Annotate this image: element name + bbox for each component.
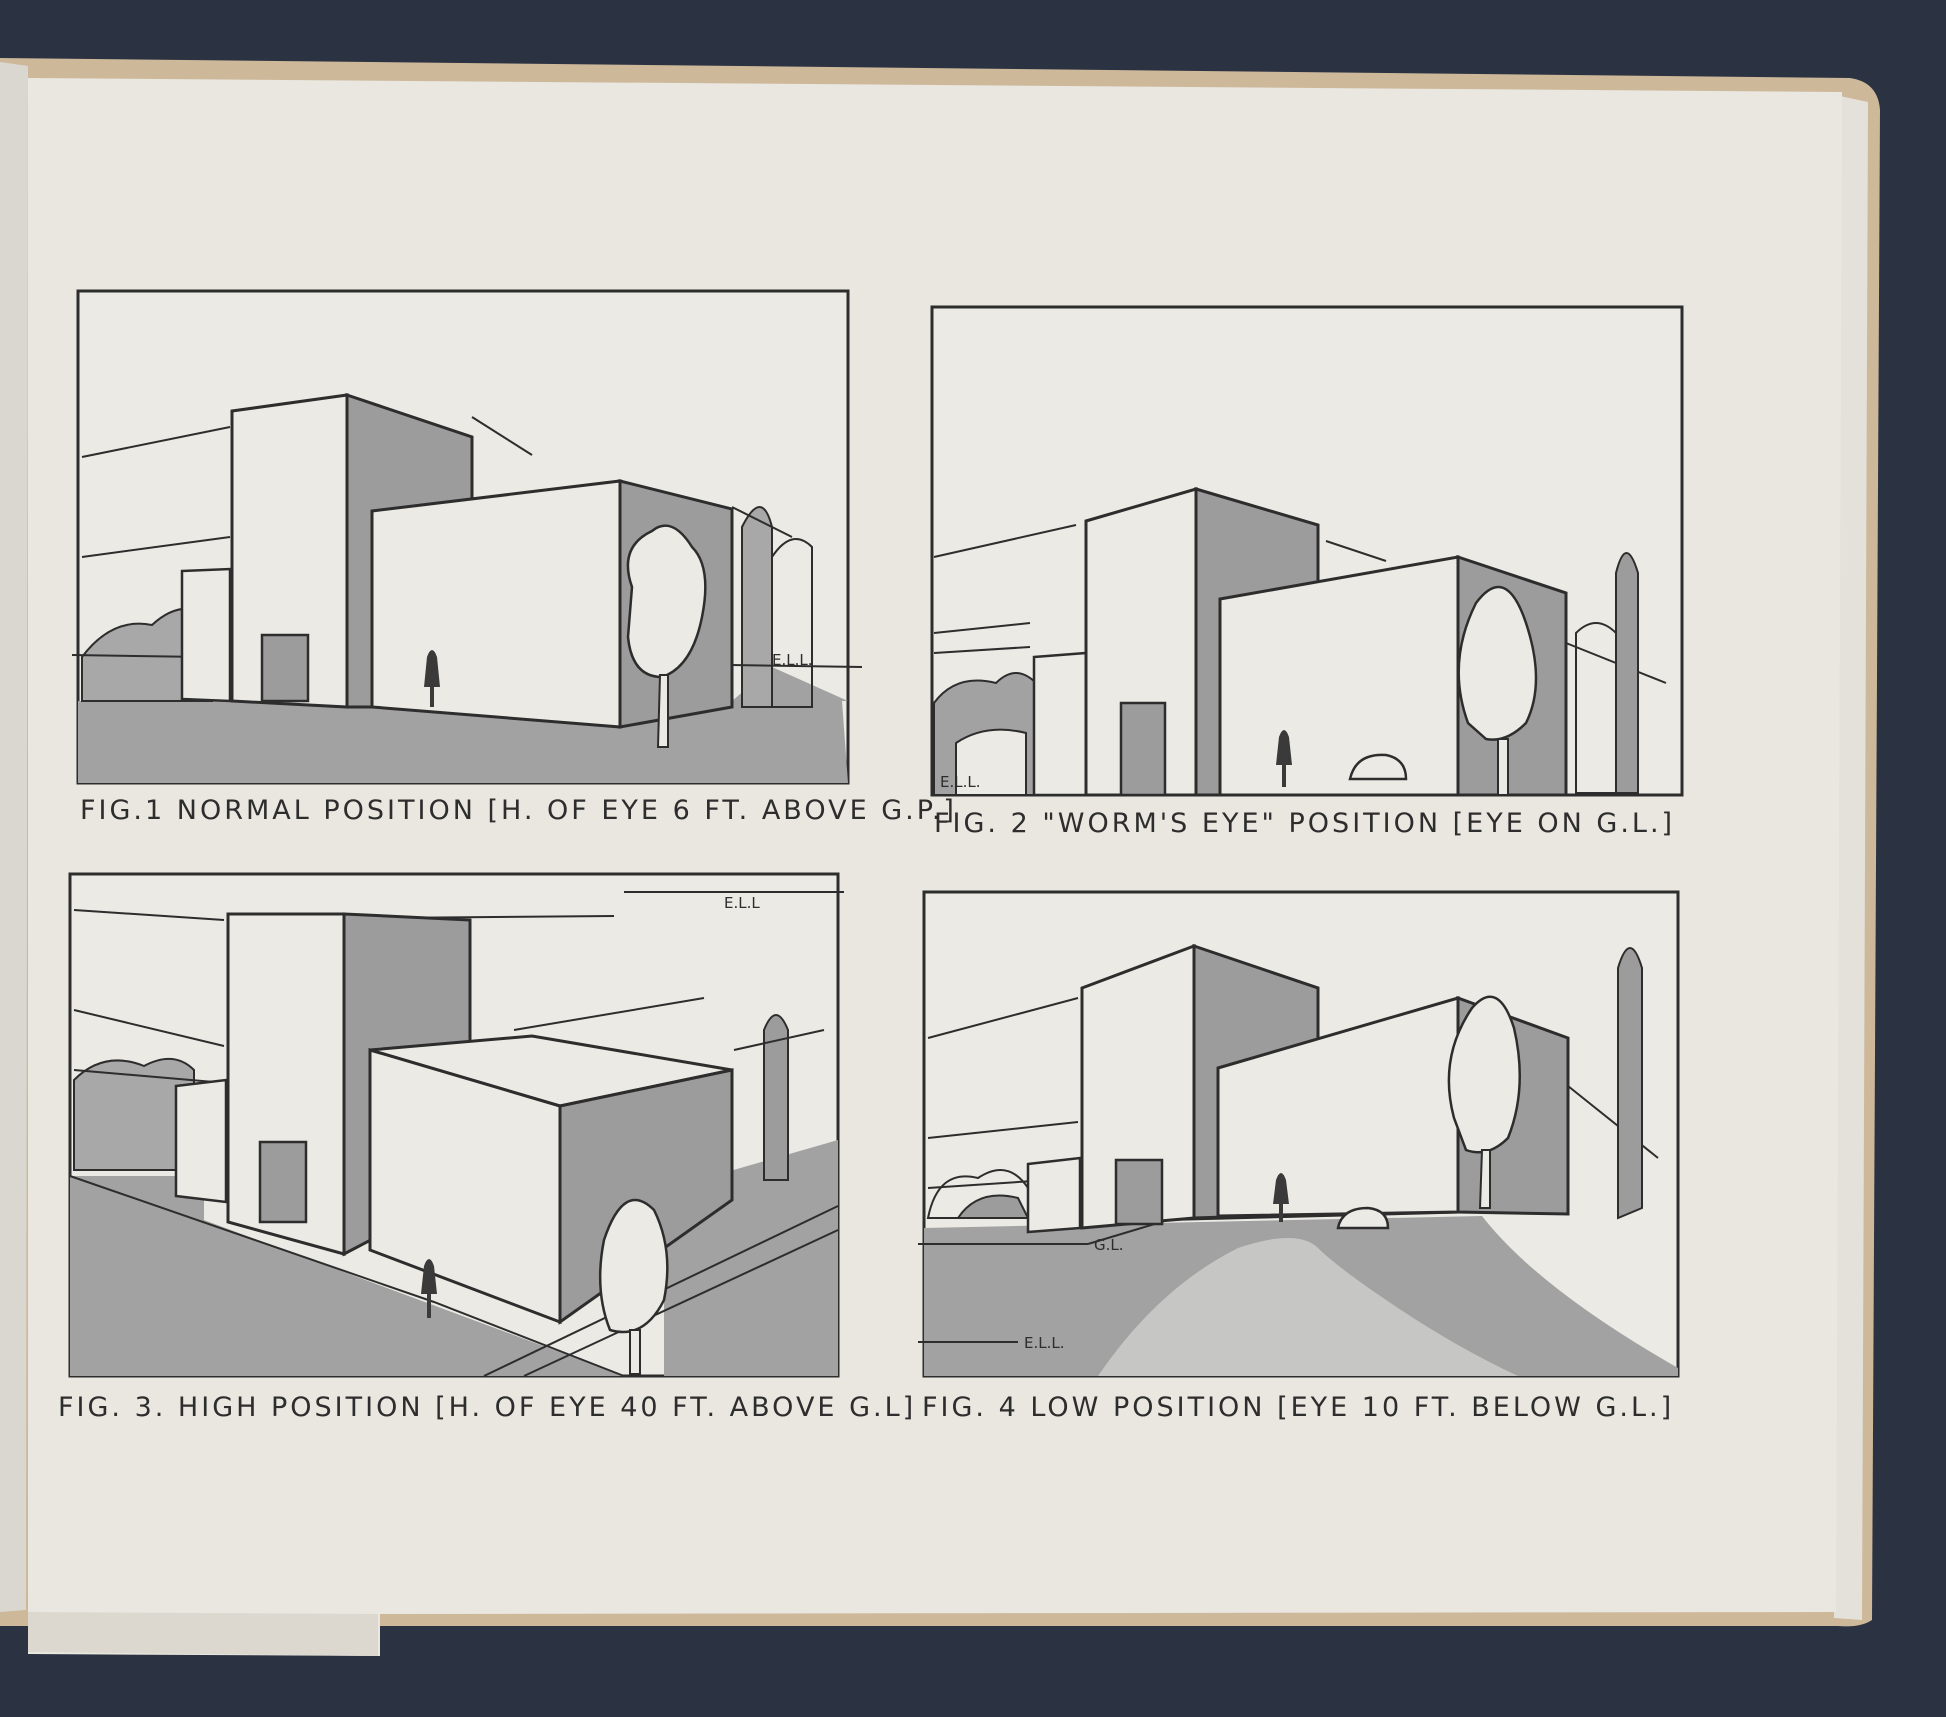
figure-4-drawing: [918, 888, 1684, 1380]
figure-4: [918, 888, 1684, 1380]
figure-3-drawing: [64, 870, 844, 1380]
left-page: [0, 62, 28, 1612]
figure-3-caption: FIG. 3. HIGH POSITION [H. OF EYE 40 FT. ABOVE G.L]: [58, 1392, 917, 1423]
figure-4-caption: FIG. 4 LOW POSITION [EYE 10 FT. BELOW G.L.]: [922, 1392, 1675, 1423]
figure-3-ell-label: E.L.L: [724, 894, 760, 912]
page-tab: [28, 1612, 378, 1656]
figure-3: [64, 870, 844, 1380]
figure-1-drawing: [72, 287, 862, 787]
figure-4-gl-label: G.L.: [1094, 1236, 1124, 1254]
figure-2-drawing: [926, 303, 1686, 799]
figure-2-ell-label: E.L.L.: [940, 773, 981, 791]
figure-4-ell-label: E.L.L.: [1024, 1334, 1065, 1352]
figure-2: [926, 303, 1686, 799]
figure-1-ell-label: E.L.L.: [772, 651, 813, 669]
figure-1-caption: FIG.1 NORMAL POSITION [H. OF EYE 6 FT. ABOVE G.P.]: [80, 795, 957, 826]
figure-2-caption: FIG. 2 "WORM'S EYE" POSITION [EYE ON G.L.]: [934, 808, 1676, 839]
figure-1: [72, 287, 862, 787]
